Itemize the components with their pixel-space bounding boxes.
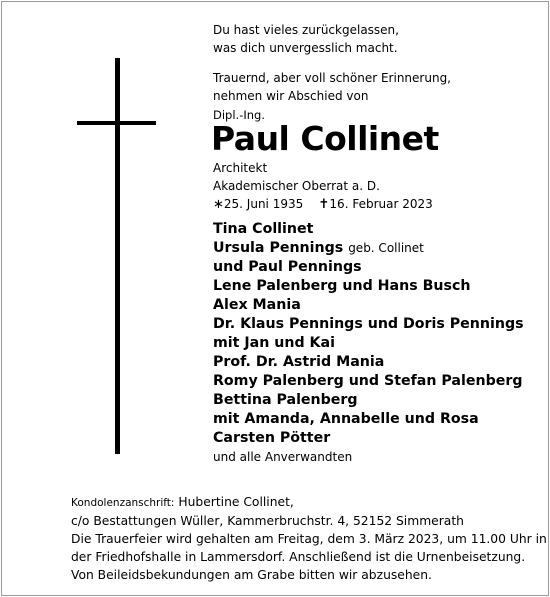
profession-line: Akademischer Oberrat a. D. (213, 179, 380, 193)
info-line: der Friedhofshalle in Lammersdorf. Anschließend ist die Urnenbeisetzung. (71, 550, 526, 564)
family-entry: Carsten Pötter (213, 430, 331, 446)
family-entry: Romy Palenberg und Stefan Palenberg (213, 373, 523, 389)
mourning-text (213, 69, 530, 105)
deceased-name: Paul Collinet (211, 119, 439, 158)
info-line: c/o Bestattungen Wüller, Kammerbruchstr. 4, 52152 Simmerath (71, 514, 464, 528)
family-entry: Alex Mania (213, 297, 301, 313)
condolence-label: Kondolenzanschrift: (71, 497, 175, 509)
funeral-info (71, 493, 547, 584)
life-dates (213, 195, 530, 214)
family-entry: Bettina Palenberg (213, 392, 358, 408)
family-entry: und Paul Pennings (213, 259, 362, 275)
info-line: Die Trauerfeier wird gehalten am Freitag, dem 3. März 2023, um 11.00 Uhr in (71, 532, 547, 546)
condolence-address (71, 493, 547, 512)
condolence-name: Hubertine Collinet, (174, 495, 294, 509)
profession (213, 159, 530, 214)
intro-verse (213, 21, 530, 57)
family-entry: Dr. Klaus Pennings und Doris Pennings (213, 316, 524, 332)
cross-icon (115, 58, 120, 454)
death-cross-icon: ✝ (318, 197, 330, 212)
profession-line: Architekt (213, 161, 268, 175)
family-entry: Ursula Pennings geb. Collinet (213, 240, 424, 256)
birth-star-icon: ∗ (213, 197, 224, 212)
family-entry: Lene Palenberg und Hans Busch (213, 278, 471, 294)
relatives-note: und alle Anverwandten (213, 450, 353, 464)
family-entry: mit Amanda, Annabelle und Rosa (213, 411, 479, 427)
family-list (213, 220, 530, 466)
intro-line: was dich unvergesslich macht. (213, 41, 398, 55)
cross-icon-beam (77, 121, 156, 125)
death-date: 16. Februar 2023 (329, 197, 433, 211)
mourning-line: Trauernd, aber voll schöner Erinnerung, (213, 71, 451, 85)
mourning-line: nehmen wir Abschied von (213, 89, 369, 103)
family-entry: Tina Collinet (213, 221, 314, 237)
birth-date: 25. Juni 1935 (223, 197, 304, 211)
info-line: Von Beileidsbekundungen am Grabe bitten wir abzusehen. (71, 568, 432, 582)
family-entry: Prof. Dr. Astrid Mania (213, 354, 385, 370)
intro-line: Du hast vieles zurückgelassen, (213, 23, 399, 37)
family-entry: mit Jan und Kai (213, 335, 335, 351)
academic-title: Dipl.-Ing. (213, 108, 265, 122)
